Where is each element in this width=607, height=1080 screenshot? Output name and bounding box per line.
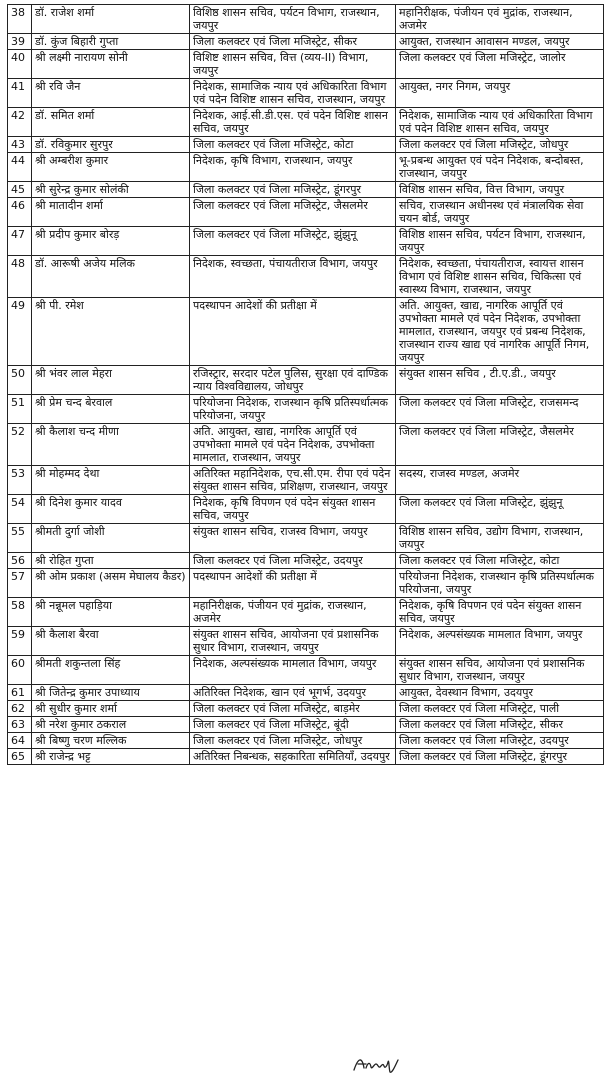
row-number: 51	[8, 395, 32, 424]
table-row	[8, 733, 604, 749]
current-posting: निदेशक, स्वच्छता, पंचायतीराज विभाग, जयपुर	[190, 256, 396, 298]
current-posting: विशिष्ठ शासन सचिव, पर्यटन विभाग, राजस्थान, जयपुर	[190, 5, 396, 34]
current-posting: जिला कलक्टर एवं जिला मजिस्ट्रेट, कोटा	[190, 137, 396, 153]
new-posting: जिला कलक्टर एवं जिला मजिस्ट्रेट, जैसलमेर	[396, 424, 604, 466]
new-posting: भू-प्रबन्ध आयुक्त एवं पदेन निदेशक, बन्दोबस्त, राजस्थान, जयपुर	[396, 153, 604, 182]
table-row	[8, 685, 604, 701]
transfer-table	[7, 4, 604, 765]
current-posting: पदस्थापन आदेशों की प्रतीक्षा में	[190, 298, 396, 366]
table-row	[8, 5, 604, 34]
row-number: 47	[8, 227, 32, 256]
transfer-table-body	[8, 5, 604, 765]
new-posting: जिला कलक्टर एवं जिला मजिस्ट्रेट, राजसमन्द	[396, 395, 604, 424]
current-posting: निदेशक, सामाजिक न्याय एवं अधिकारिता विभाग एवं पदेन विशिष्ट शासन सचिव, राजस्थान, जयपुर	[190, 79, 396, 108]
signature-icon	[352, 1052, 400, 1076]
row-number: 49	[8, 298, 32, 366]
current-posting: अति. आयुक्त, खाद्य, नागरिक आपूर्ति एवं उपभोक्ता मामले एवं पदेन निदेशक, उपभोक्ता मामलात, राजस्थान, जयपुर	[190, 424, 396, 466]
table-row	[8, 598, 604, 627]
row-number: 44	[8, 153, 32, 182]
new-posting: विशिष्ठ शासन सचिव, वित्त विभाग, जयपुर	[396, 182, 604, 198]
current-posting: अतिरिक्त निबन्धक, सहकारिता समितियाँ, उदयपुर	[190, 749, 396, 765]
current-posting: जिला कलक्टर एवं जिला मजिस्ट्रेट, बाड़मेर	[190, 701, 396, 717]
officer-name: श्री ओम प्रकाश (असम मेघालय कैडर)	[32, 569, 190, 598]
row-number: 46	[8, 198, 32, 227]
current-posting: जिला कलक्टर एवं जिला मजिस्ट्रेट, बूंदी	[190, 717, 396, 733]
new-posting: जिला कलक्टर एवं जिला मजिस्ट्रेट, उदयपुर	[396, 733, 604, 749]
officer-name: श्री प्रदीप कुमार बोरड़	[32, 227, 190, 256]
row-number: 54	[8, 495, 32, 524]
new-posting: निदेशक, सामाजिक न्याय एवं अधिकारिता विभाग एवं पदेन विशिष्ट शासन सचिव, जयपुर	[396, 108, 604, 137]
new-posting: जिला कलक्टर एवं जिला मजिस्ट्रेट, सीकर	[396, 717, 604, 733]
new-posting: जिला कलक्टर एवं जिला मजिस्ट्रेट, जालोर	[396, 50, 604, 79]
table-row	[8, 717, 604, 733]
row-number: 38	[8, 5, 32, 34]
table-row	[8, 153, 604, 182]
table-row	[8, 227, 604, 256]
current-posting: अतिरिक्त निदेशक, खान एवं भूगर्भ, उदयपुर	[190, 685, 396, 701]
officer-name: श्री नरेश कुमार ठकराल	[32, 717, 190, 733]
current-posting: महानिरीक्षक, पंजीयन एवं मुद्रांक, राजस्थान, अजमेर	[190, 598, 396, 627]
new-posting: परियोजना निदेशक, राजस्थान कृषि प्रतिस्पर्धात्मक परियोजना, जयपुर	[396, 569, 604, 598]
officer-name: श्री कैलाश बैरवा	[32, 627, 190, 656]
new-posting: संयुक्त शासन सचिव , टी.ए.डी., जयपुर	[396, 366, 604, 395]
officer-name: श्रीमती शकुन्तला सिंह	[32, 656, 190, 685]
table-row	[8, 553, 604, 569]
table-row	[8, 424, 604, 466]
current-posting: जिला कलक्टर एवं जिला मजिस्ट्रेट, सीकर	[190, 34, 396, 50]
officer-name: डॉ. आरूषी अजेय मलिक	[32, 256, 190, 298]
officer-name: श्रीमती दुर्गा जोशी	[32, 524, 190, 553]
officer-name: श्री बिष्णु चरण मल्लिक	[32, 733, 190, 749]
row-number: 60	[8, 656, 32, 685]
row-number: 45	[8, 182, 32, 198]
officer-name: श्री सुधीर कुमार शर्मा	[32, 701, 190, 717]
table-row	[8, 198, 604, 227]
officer-name: श्री कैलाश चन्द मीणा	[32, 424, 190, 466]
current-posting: विशिष्ट शासन सचिव, वित्त (व्यय-II) विभाग, जयपुर	[190, 50, 396, 79]
current-posting: निदेशक, अल्पसंख्यक मामलात विभाग, जयपुर	[190, 656, 396, 685]
row-number: 65	[8, 749, 32, 765]
row-number: 43	[8, 137, 32, 153]
table-row	[8, 137, 604, 153]
new-posting: विशिष्ठ शासन सचिव, उद्योग विभाग, राजस्थान, जयपुर	[396, 524, 604, 553]
officer-name: श्री प्रेम चन्द बेरवाल	[32, 395, 190, 424]
table-row	[8, 495, 604, 524]
row-number: 42	[8, 108, 32, 137]
row-number: 55	[8, 524, 32, 553]
new-posting: महानिरीक्षक, पंजीयन एवं मुद्रांक, राजस्थान, अजमेर	[396, 5, 604, 34]
current-posting: रजिस्ट्रार, सरदार पटेल पुलिस, सुरक्षा एवं दाण्डिक न्याय विश्वविद्यालय, जोधपुर	[190, 366, 396, 395]
row-number: 62	[8, 701, 32, 717]
officer-name: श्री लक्ष्मी नारायण सोनी	[32, 50, 190, 79]
table-row	[8, 79, 604, 108]
new-posting: आयुक्त, नगर निगम, जयपुर	[396, 79, 604, 108]
officer-name: डॉ. कुंज बिहारी गुप्ता	[32, 34, 190, 50]
officer-name: श्री नन्नूमल पहाड़िया	[32, 598, 190, 627]
new-posting: जिला कलक्टर एवं जिला मजिस्ट्रेट, झुंझुनू	[396, 495, 604, 524]
officer-name: श्री दिनेश कुमार यादव	[32, 495, 190, 524]
new-posting: आयुक्त, देवस्थान विभाग, उदयपुर	[396, 685, 604, 701]
current-posting: जिला कलक्टर एवं जिला मजिस्ट्रेट, जोधपुर	[190, 733, 396, 749]
officer-name: डॉ. राजेश शर्मा	[32, 5, 190, 34]
row-number: 40	[8, 50, 32, 79]
new-posting: सचिव, राजस्थान अधीनस्थ एवं मंत्रालयिक सेवा चयन बोर्ड, जयपुर	[396, 198, 604, 227]
current-posting: परियोजना निदेशक, राजस्थान कृषि प्रतिस्पर्धात्मक परियोजना, जयपुर	[190, 395, 396, 424]
table-row	[8, 466, 604, 495]
table-row	[8, 108, 604, 137]
officer-name: श्री राजेन्द्र भट्ट	[32, 749, 190, 765]
new-posting: अति. आयुक्त, खाद्य, नागरिक आपूर्ति एवं उपभोक्ता मामले एवं पदेन निदेशक, उपभोक्ता मामलात, राजस्थान, जयपुर एवं प्रबन्ध निदेशक, राजस्थान राज्य खाद्य एवं नागरिक आपूर्ति निगम, जयपुर	[396, 298, 604, 366]
new-posting: जिला कलक्टर एवं जिला मजिस्ट्रेट, जोधपुर	[396, 137, 604, 153]
table-row	[8, 395, 604, 424]
officer-name: श्री पी. रमेश	[32, 298, 190, 366]
table-row	[8, 366, 604, 395]
officer-name: श्री मोहम्मद देथा	[32, 466, 190, 495]
new-posting: निदेशक, कृषि विपणन एवं पदेन संयुक्त शासन सचिव, जयपुर	[396, 598, 604, 627]
table-row	[8, 524, 604, 553]
table-row	[8, 701, 604, 717]
new-posting: संयुक्त शासन सचिव, आयोजना एवं प्रशासनिक सुधार विभाग, राजस्थान, जयपुर	[396, 656, 604, 685]
current-posting: जिला कलक्टर एवं जिला मजिस्ट्रेट, झुंझुनू	[190, 227, 396, 256]
table-row	[8, 256, 604, 298]
table-row	[8, 627, 604, 656]
row-number: 64	[8, 733, 32, 749]
officer-name: श्री जितेन्द्र कुमार उपाध्याय	[32, 685, 190, 701]
table-row	[8, 50, 604, 79]
officer-name: श्री मातादीन शर्मा	[32, 198, 190, 227]
current-posting: पदस्थापन आदेशों की प्रतीक्षा में	[190, 569, 396, 598]
current-posting: जिला कलक्टर एवं जिला मजिस्ट्रेट, उदयपुर	[190, 553, 396, 569]
current-posting: निदेशक, कृषि विभाग, राजस्थान, जयपुर	[190, 153, 396, 182]
row-number: 58	[8, 598, 32, 627]
table-row	[8, 298, 604, 366]
current-posting: निदेशक, आई.सी.डी.एस. एवं पदेन विशिष्ट शासन सचिव, जयपुर	[190, 108, 396, 137]
row-number: 63	[8, 717, 32, 733]
new-posting: सदस्य, राजस्व मण्डल, अजमेर	[396, 466, 604, 495]
current-posting: जिला कलक्टर एवं जिला मजिस्ट्रेट, जैसलमेर	[190, 198, 396, 227]
row-number: 52	[8, 424, 32, 466]
officer-name: श्री सुरेन्द्र कुमार सोलंकी	[32, 182, 190, 198]
officer-name: श्री रोहित गुप्ता	[32, 553, 190, 569]
current-posting: संयुक्त शासन सचिव, आयोजना एवं प्रशासनिक सुधार विभाग, राजस्थान, जयपुर	[190, 627, 396, 656]
current-posting: निदेशक, कृषि विपणन एवं पदेन संयुक्त शासन सचिव, जयपुर	[190, 495, 396, 524]
table-row	[8, 569, 604, 598]
new-posting: निदेशक, अल्पसंख्यक मामलात विभाग, जयपुर	[396, 627, 604, 656]
new-posting: निदेशक, स्वच्छता, पंचायतीराज, स्वायत्त शासन विभाग एवं विशिष्ट शासन सचिव, चिकित्सा एवं स्वास्थ्य विभाग, राजस्थान, जयपुर	[396, 256, 604, 298]
row-number: 59	[8, 627, 32, 656]
current-posting: संयुक्त शासन सचिव, राजस्व विभाग, जयपुर	[190, 524, 396, 553]
table-row	[8, 656, 604, 685]
row-number: 41	[8, 79, 32, 108]
row-number: 56	[8, 553, 32, 569]
new-posting: जिला कलक्टर एवं जिला मजिस्ट्रेट, पाली	[396, 701, 604, 717]
officer-name: श्री रवि जैन	[32, 79, 190, 108]
row-number: 48	[8, 256, 32, 298]
row-number: 50	[8, 366, 32, 395]
row-number: 39	[8, 34, 32, 50]
officer-name: श्री अम्बरीश कुमार	[32, 153, 190, 182]
row-number: 53	[8, 466, 32, 495]
table-row	[8, 182, 604, 198]
officer-name: श्री भंवर लाल मेहरा	[32, 366, 190, 395]
officer-name: डॉ. समित शर्मा	[32, 108, 190, 137]
new-posting: विशिष्ठ शासन सचिव, पर्यटन विभाग, राजस्थान, जयपुर	[396, 227, 604, 256]
new-posting: जिला कलक्टर एवं जिला मजिस्ट्रेट, कोटा	[396, 553, 604, 569]
row-number: 61	[8, 685, 32, 701]
new-posting: आयुक्त, राजस्थान आवासन मण्डल, जयपुर	[396, 34, 604, 50]
current-posting: जिला कलक्टर एवं जिला मजिस्ट्रेट, डूंगरपुर	[190, 182, 396, 198]
officer-name: डॉ. रविकुमार सुरपुर	[32, 137, 190, 153]
current-posting: अतिरिक्त महानिदेशक, एच.सी.एम. रीपा एवं पदेन संयुक्त शासन सचिव, प्रशिक्षण, राजस्थान, जयपुर	[190, 466, 396, 495]
table-row	[8, 34, 604, 50]
new-posting: जिला कलक्टर एवं जिला मजिस्ट्रेट, डूंगरपुर	[396, 749, 604, 765]
row-number: 57	[8, 569, 32, 598]
table-row	[8, 749, 604, 765]
